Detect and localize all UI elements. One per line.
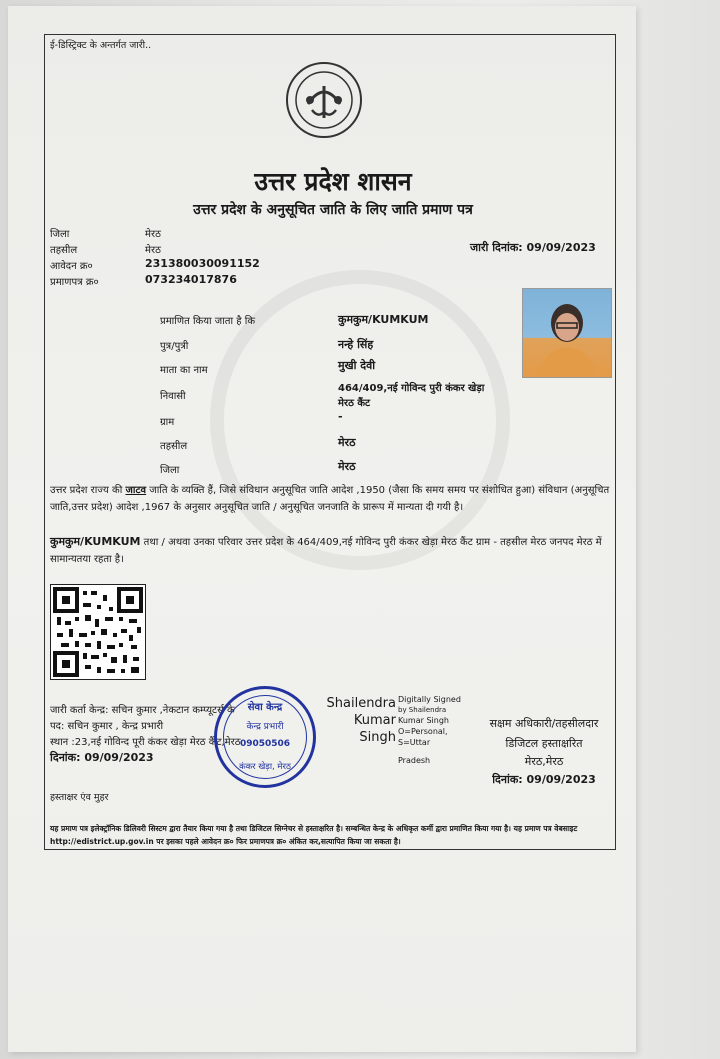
issuer-place: स्थान :23,नई गोविन्द पूरी कंकर खेड़ा मेरठ कैंट,मेरठ (50, 737, 241, 748)
tehsil-detail-value: मेरठ (338, 436, 356, 449)
village-label: ग्राम (160, 417, 175, 428)
digital-sign-detail-1: Digitally Signed (398, 695, 461, 704)
application-number: 231380030091152 (145, 257, 260, 270)
signer-name-line1: Shailendra (326, 696, 396, 711)
tehsil-value: मेरठ (145, 245, 161, 256)
person-photo-icon (523, 289, 611, 377)
signature-seal-label: हस्ताक्षर एंव मुहर (50, 792, 109, 803)
qr-code-icon (51, 585, 145, 679)
issue-date: जारी दिनांक: 09/09/2023 (470, 241, 596, 254)
district-detail-label: जिला (160, 465, 180, 476)
district-detail-value: मेरठ (338, 460, 356, 473)
digital-sign-detail-6: Pradesh (398, 756, 431, 765)
digital-sign-detail-2: by Shailendra (398, 706, 447, 714)
certificate-number: 073234017876 (145, 273, 237, 286)
verification-note: यह प्रमाण पत्र इलेक्ट्रॉनिक डिलिवरी सिस्टम द्वारा तैयार किया गया है तथा डिजिटल सिग्नेचर से हस्ताक्षरित है। सम्बन्धित केन्द्र के अधिकृत कर्मी द्वारा प्रमाणित किया गया है। यह प्रमाण पत्र वेबसाइट http://edistrict.up.gov.in पर इसका पहले आवेदन क्र० फिर प्रमाणपत्र क्र० अंकित कर,सत्यापित किया जा सकता है। (50, 824, 578, 846)
qr-code (50, 584, 146, 680)
caste-paragraph-rest: जाति के व्यक्ति हैं, जिसे संविधान अनुसूचित जाति आदेश ,1950 (जैसा कि समय समय पर संशोधित हुआ) संविधान (अनुसूचित जाति,उत्तर प्रदेश) आदेश ,1967 के अनुसार अनुसूचित जाति / अनुसूचित जनजाति के प्रारूप में मान्यता दी गयी है। (50, 485, 610, 513)
tehsil-label: तहसील (50, 245, 78, 256)
father-name: नन्हे सिंह (338, 338, 374, 351)
stamp-number: 09050506 (239, 739, 291, 749)
resident-address-line2: मेरठ कैंट (338, 398, 371, 409)
digital-sign-detail-5: S=Uttar (398, 738, 431, 747)
residence-paragraph (50, 533, 610, 568)
resident-address-line1: 464/409,नई गोविन्द पुरी कंकर खेड़ा (338, 383, 485, 394)
caste-paragraph (50, 482, 610, 516)
village-value: - (338, 410, 343, 423)
district-label: जिला (50, 229, 70, 240)
applicant-photo (522, 288, 612, 378)
certificate-title: उत्तर प्रदेश के अनुसूचित जाति के लिए जाति प्रमाण पत्र (193, 202, 473, 218)
edistrict-note: ई-डिस्ट्रिक्ट के अन्तर्गत जारी.. (50, 40, 152, 51)
residence-text: तथा / अथवा उनका परिवार उत्तर प्रदेश के 464/409,नई गोविन्द पुरी कंकर खेड़ा मेरठ कैंट ग्राम - तहसील मेरठ जनपद मेरठ में सामान्यतया रहता है। (50, 537, 602, 565)
mother-name: मुखी देवी (338, 359, 376, 372)
certificate-label: प्रमाणपत्र क्र० (50, 277, 99, 288)
signer-name-line2: Kumar (353, 713, 396, 728)
caste-name: जाटव (125, 485, 147, 496)
authority-signed: डिजिटल हस्ताक्षरित (505, 737, 583, 750)
stamp-bottom-text: कंकर खेड़ा, मेरठ (239, 762, 291, 772)
issuing-center: जारी कर्ता केन्द्र: सचिन कुमार ,नेकटान कम्प्यूटर्स के (50, 705, 235, 716)
authority-title: सक्षम अधिकारी/तहसीलदार (489, 717, 599, 730)
issuer-post: पद: सचिन कुमार , केन्द्र प्रभारी (50, 721, 164, 732)
issuer-date: दिनांक: 09/09/2023 (50, 751, 154, 764)
tehsil-detail-label: तहसील (160, 441, 188, 452)
mother-label: माता का नाम (160, 365, 208, 376)
application-label: आवेदन क्र० (50, 261, 93, 272)
stamp-top-text: सेवा केन्द्र (247, 702, 283, 713)
stamp-middle-text: केन्द्र प्रभारी (246, 722, 284, 732)
up-emblem-icon (284, 60, 364, 140)
govt-title: उत्तर प्रदेश शासन (254, 167, 412, 196)
child-of-label: पुत्र/पुत्री (160, 341, 189, 352)
certified-label: प्रमाणित किया जाता है कि (160, 316, 256, 327)
digital-sign-detail-3: Kumar Singh (398, 716, 449, 725)
district-value: मेरठ (145, 229, 161, 240)
resident-label: निवासी (160, 391, 186, 402)
residence-holder-name: कुमकुम/KUMKUM (50, 535, 141, 548)
signer-name-line3: Singh (359, 730, 396, 745)
authority-place: मेरठ,मेरठ (524, 755, 564, 768)
holder-name: कुमकुम/KUMKUM (338, 313, 429, 326)
center-stamp (214, 686, 316, 788)
authority-date: दिनांक: 09/09/2023 (492, 773, 596, 786)
caste-paragraph-start: उत्तर प्रदेश राज्य की (50, 485, 126, 496)
digital-sign-detail-4: O=Personal, (398, 727, 448, 736)
